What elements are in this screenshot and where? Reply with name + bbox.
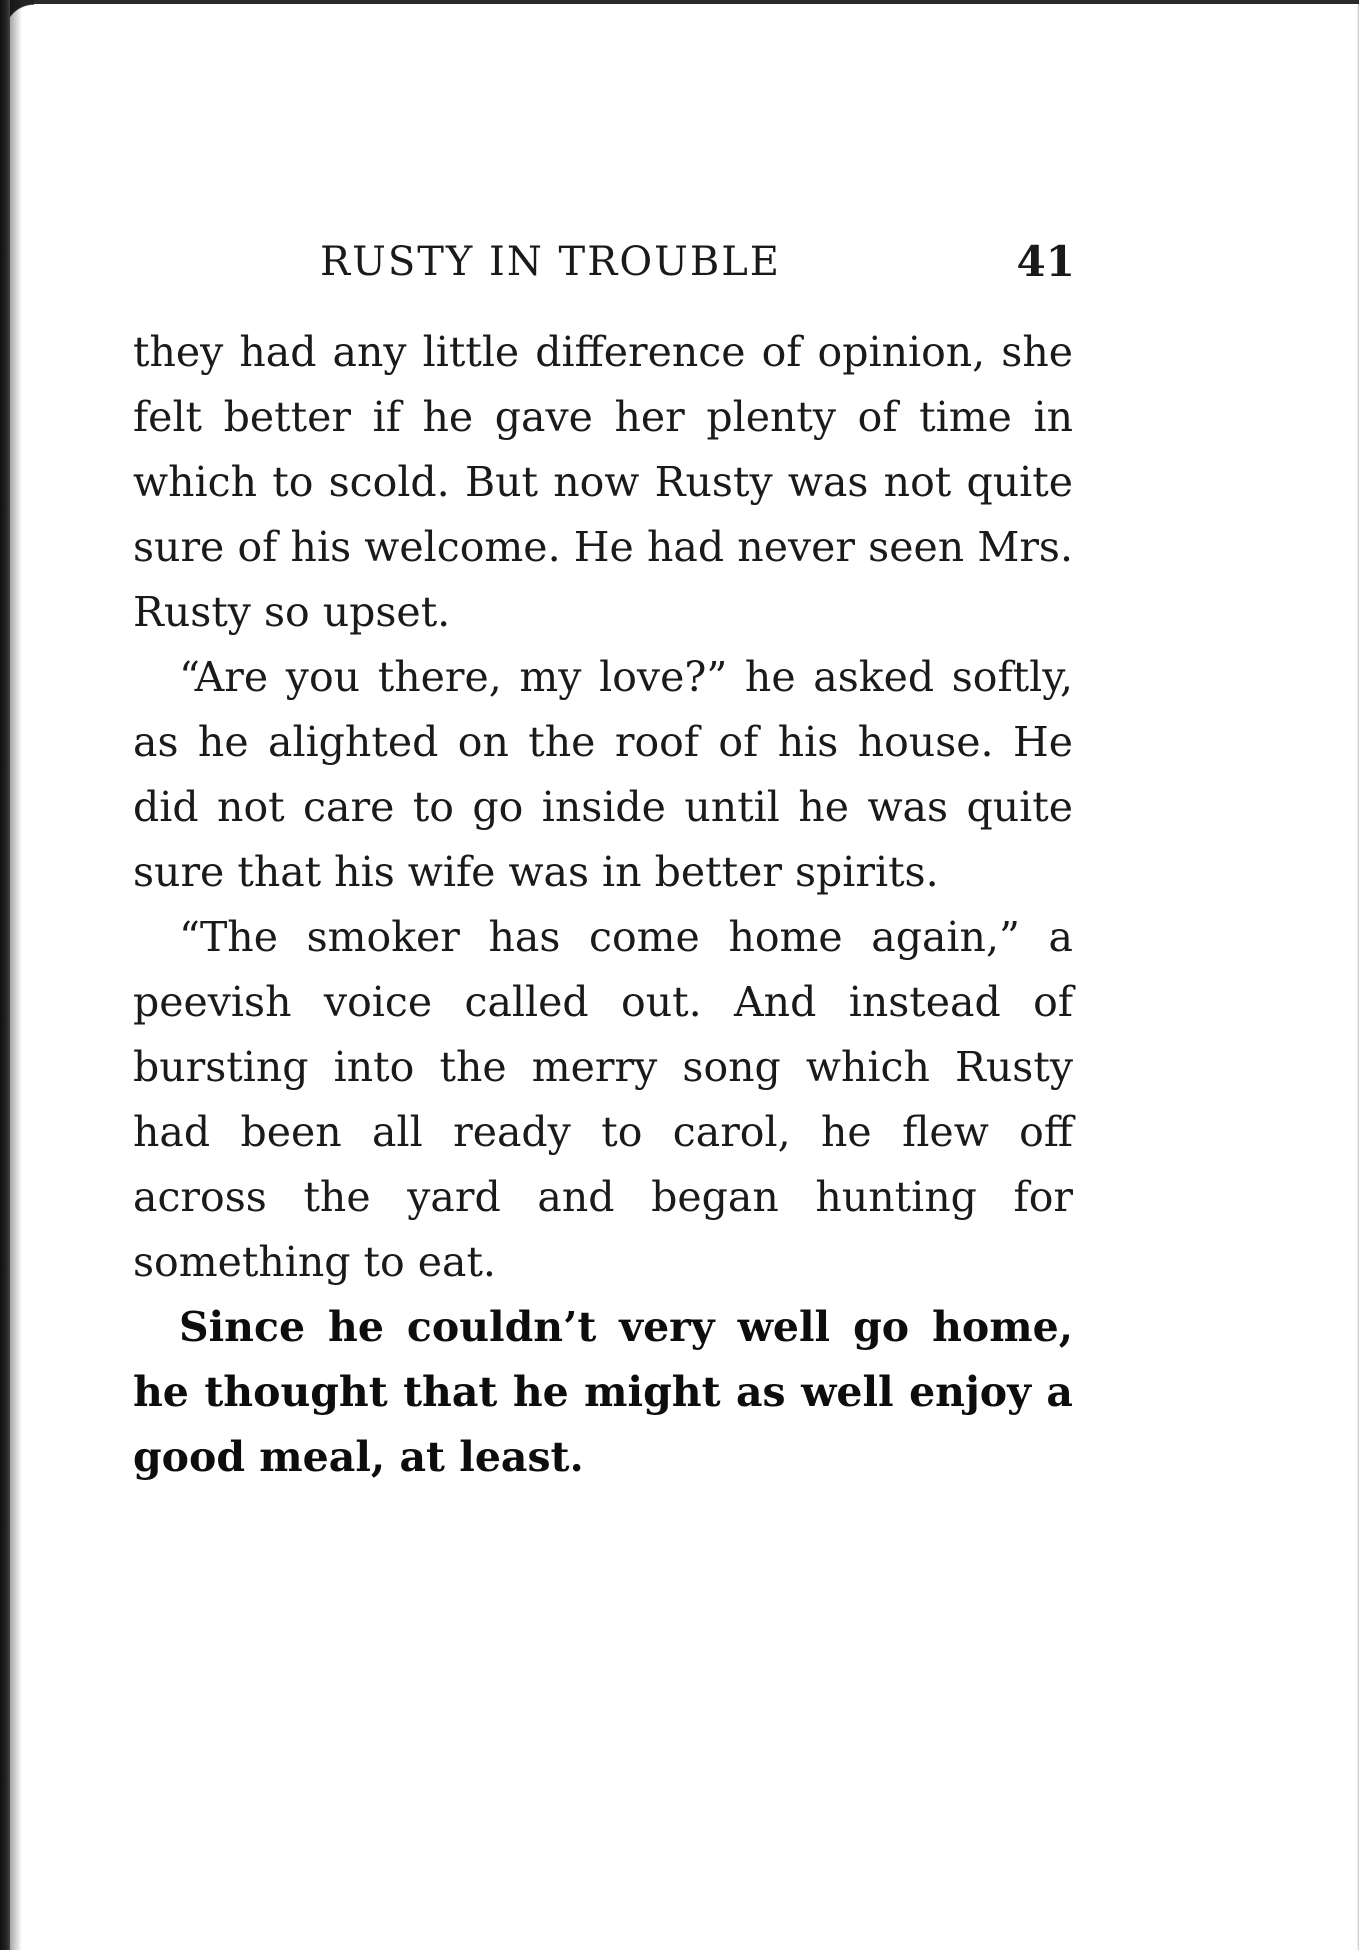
paragraph-2: “Are you there, my love?” he asked softly, as he alighted on the roof of his house. He did not care to go inside until he was quite sure that his wife was in better spirits. — [133, 653, 1073, 896]
page-number: 41 — [1016, 237, 1075, 286]
scan-left-edge — [0, 0, 10, 1950]
page-header — [130, 232, 1075, 292]
scan-left-shadow — [10, 0, 22, 1950]
paragraph-1: they had any little difference of opinion, she felt better if he gave her plenty of time in which to scold. But now Rusty was not quite sure of his welcome. He had never seen Mrs. Rusty so upset. — [133, 328, 1073, 636]
body-text — [133, 320, 1073, 1490]
paragraph-3: “The smoker has come home again,” a peevish voice called out. And instead of bursting into the merry song which Rusty had been all ready to carol, he flew off across the yard and began hunting for something to eat. — [133, 913, 1073, 1286]
scan-top-edge — [0, 0, 1359, 4]
paragraph-4: Since he couldn’t very well go home, he thought that he might as well enjoy a good meal, at least. — [133, 1303, 1073, 1481]
running-head: RUSTY IN TROUBLE — [320, 239, 782, 285]
